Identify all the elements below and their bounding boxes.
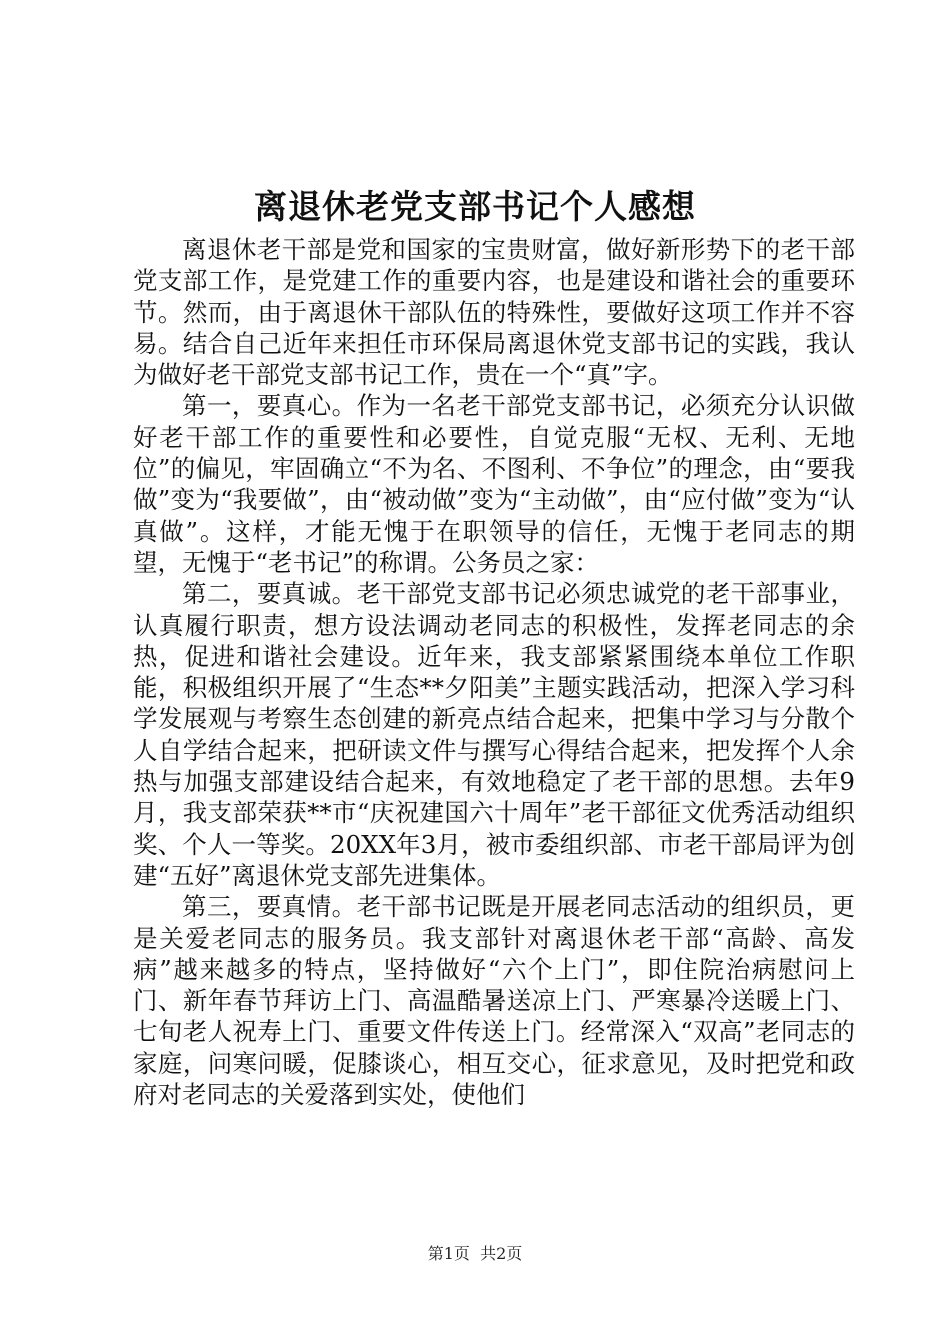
page-number: 第1页 共2页 (427, 1244, 523, 1263)
document-body (133, 234, 855, 1110)
document-title: 离退休老党支部书记个人感想 (254, 187, 696, 226)
paragraph-true-feeling: 第三，要真情。老干部书记既是开展老同志活动的组织员，更是关爱老同志的服务员。我支部针对离退休老干部“高龄、高发病”越来越多的特点，坚持做好“六个上门”，即住院治病慰问上门、新年春节拜访上门、高温酷暑送凉上门、严寒暴冷送暖上门、七旬老人祝寿上门、重要文件传送上门。经常深入“双高”老同志的家庭，问寒问暖，促膝谈心，相互交心，征求意见，及时把党和政府对老同志的关爱落到实处，使他们 (133, 892, 855, 1110)
paragraph-sincerity: 第二，要真诚。老干部党支部书记必须忠诚党的老干部事业，认真履行职责，想方设法调动老同志的积极性，发挥老同志的余热，促进和谐社会建设。近年来，我支部紧紧围绕本单位工作职能，积极组织开展了“生态**夕阳美”主题实践活动，把深入学习科学发展观与考察生态创建的新亮点结合起来，把集中学习与分散个人自学结合起来，把研读文件与撰写心得结合起来，把发挥个人余热与加强支部建设结合起来，有效地稳定了老干部的思想。去年9月，我支部荣获**市“庆祝建国六十周年”老干部征文优秀活动组织奖、个人一等奖。20XX年3月，被市委组织部、市老干部局评为创建“五好”离退休党支部先进集体。 (133, 579, 855, 890)
paragraph-sincere-heart: 第一，要真心。作为一名老干部党支部书记，必须充分认识做好老干部工作的重要性和必要性，自觉克服“无权、无利、无地位”的偏见，牢固确立“不为名、不图利、不争位”的理念，由“要我做”变为“我要做”，由“被动做”变为“主动做”，由“应付做”变为“认真做”。这样，才能无愧于在职领导的信任，无愧于老同志的期望，无愧于“老书记”的称谓。公务员之家： (133, 391, 855, 577)
page-footer (0, 1242, 950, 1266)
paragraph-intro: 离退休老干部是党和国家的宝贵财富，做好新形势下的老干部党支部工作，是党建工作的重要内容，也是建设和谐社会的重要环节。然而，由于离退休干部队伍的特殊性，要做好这项工作并不容易。结合自己近年来担任市环保局离退休党支部书记的实践，我认为做好老干部党支部书记工作，贵在一个“真”字。 (133, 235, 855, 390)
